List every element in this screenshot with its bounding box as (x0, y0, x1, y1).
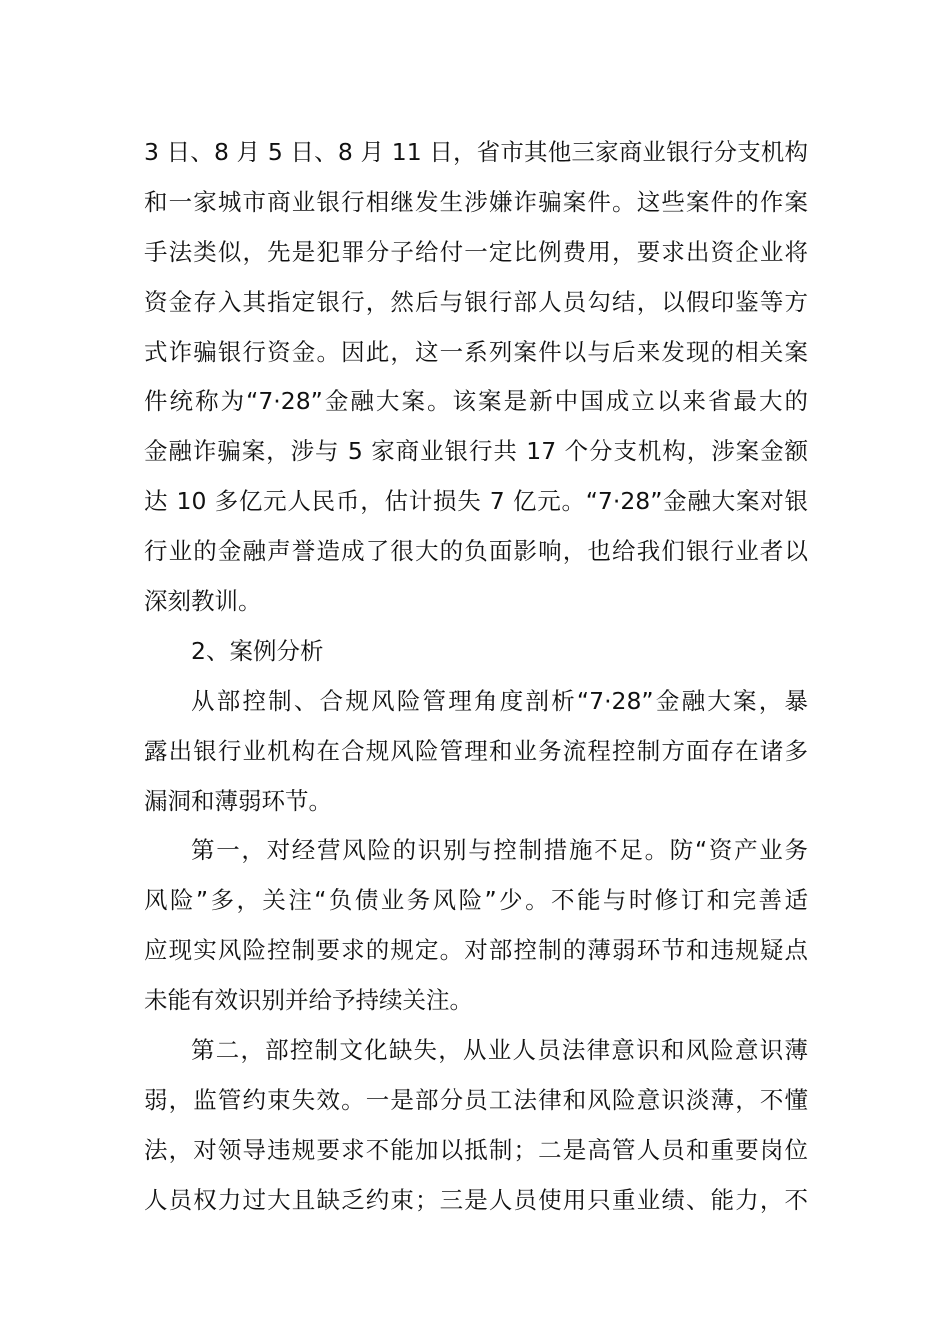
paragraph-point-one (144, 826, 808, 1026)
text-line: 弱，监管约束失效。一是部分员工法律和风险意识淡薄，不懂 (144, 1085, 808, 1114)
paragraph-case-summary (144, 128, 808, 627)
text-line: 风险”多，关注“负债业务风险”少。不能与时修订和完善适 (144, 886, 808, 915)
text-line: 行业的金融声誉造成了很大的负面影响，也给我们银行业者以 (144, 537, 808, 566)
document-body (144, 128, 808, 1226)
text-line: 手法类似，先是犯罪分子给付一定比例费用，要求出资企业将 (144, 237, 808, 266)
text-line: 金融诈骗案，涉与 5 家商业银行共 17 个分支机构，涉案金额 (144, 437, 808, 466)
text-line: 件统称为“7·28”金融大案。该案是新中国成立以来省最大的 (144, 387, 808, 416)
text-line: 第一，对经营风险的识别与控制措施不足。防“资产业务 (191, 836, 808, 865)
paragraph-analysis-intro (144, 677, 808, 827)
text-line: 法，对领导违规要求不能加以抵制；二是高管人员和重要岗位 (144, 1135, 808, 1164)
text-line: 达 10 多亿元人民币，估计损失 7 亿元。“7·28”金融大案对银 (144, 487, 808, 516)
text-line: 资金存入其指定银行，然后与银行部人员勾结，以假印鉴等方 (144, 287, 808, 316)
text-line: 第二，部控制文化缺失，从业人员法律意识和风险意识薄 (191, 1036, 808, 1065)
text-line: 深刻教训。 (144, 587, 262, 616)
text-line: 和一家城市商业银行相继发生涉嫌诈骗案件。这些案件的作案 (144, 187, 808, 216)
text-line: 式诈骗银行资金。因此，这一系列案件以与后来发现的相关案 (144, 337, 808, 366)
text-line: 3 日、8 月 5 日、8 月 11 日，省市其他三家商业银行分支机构 (144, 138, 808, 166)
text-line: 露出银行业机构在合规风险管理和业务流程控制方面存在诸多 (144, 736, 808, 765)
paragraph-point-two (144, 1026, 808, 1226)
text-line: 应现实风险控制要求的规定。对部控制的薄弱环节和违规疑点 (144, 936, 808, 965)
section-heading: 2、案例分析 (191, 636, 324, 665)
text-line: 未能有效识别并给予持续关注。 (144, 986, 473, 1015)
text-line: 漏洞和薄弱环节。 (144, 786, 332, 815)
text-line: 从部控制、合规风险管理角度剖析“7·28”金融大案，暴 (191, 686, 808, 715)
text-line: 人员权力过大且缺乏约束；三是人员使用只重业绩、能力，不 (144, 1185, 808, 1214)
